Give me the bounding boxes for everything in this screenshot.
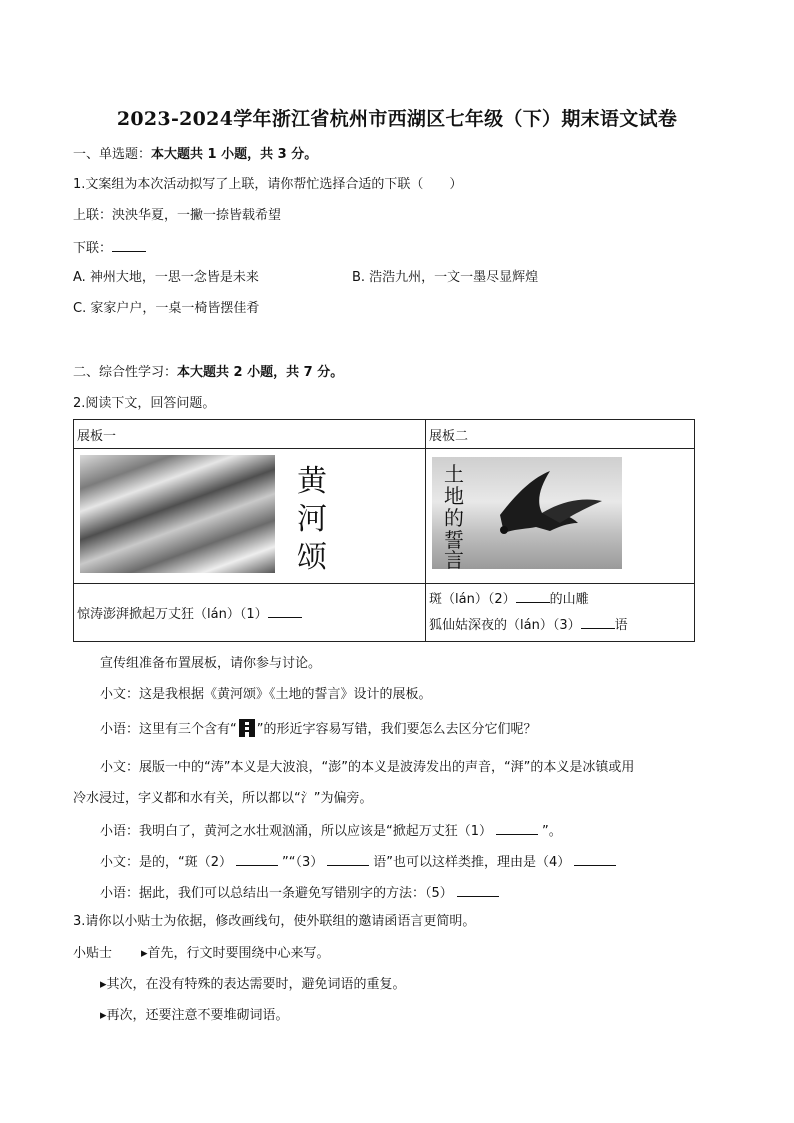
dialogue-line-3a: 小文：展版一中的“涛”本义是大波浪，“澎”的本义是波涛发出的声音，“湃”的本义是冰镇或用 <box>100 760 635 775</box>
dialogue-line-4 <box>100 821 562 841</box>
dialogue-line-6 <box>100 883 499 903</box>
answer-blank-4[interactable] <box>574 852 616 866</box>
q1-lower-label: 下联： <box>73 241 113 256</box>
dialogue-line-2-part-b: ”的形近字容易写错，我们要怎么去区分它们呢？ <box>256 722 537 737</box>
q3-stem: 3.请你以小贴士为依据，修改画线句，使外联组的邀请函语言更简明。 <box>73 914 476 929</box>
board1-calligraphy-image <box>277 457 347 573</box>
section1-heading-plain: 一、单选题： <box>73 147 152 162</box>
yellow-river-waves-image <box>80 455 275 573</box>
answer-blank-1[interactable] <box>496 821 538 835</box>
board2-calligraphy-image <box>434 457 474 569</box>
answer-blank-2[interactable] <box>236 852 278 866</box>
board1-caption-cell <box>74 584 426 642</box>
q1-lower-couplet <box>73 238 146 258</box>
exam-title: 2023-2024学年浙江省杭州市西湖区七年级（下）期末语文试卷 <box>116 108 678 130</box>
board2-calligraphy-char-4: 誓 <box>444 528 464 552</box>
q1-stem: 1.文案组为本次活动拟写了上联，请你帮忙选择合适的下联（ ） <box>73 177 463 192</box>
board2-caption-line-2 <box>429 613 691 639</box>
blank-1[interactable] <box>268 604 302 618</box>
dialogue-line-5-part-c: 语”也可以这样类推，理由是（4） <box>373 855 571 870</box>
board2-calligraphy-char-1: 土 <box>444 462 464 486</box>
board2-calligraphy-char-2: 地 <box>444 484 464 508</box>
tip-3: ▸再次，还要注意不要堆砌词语。 <box>100 1008 289 1023</box>
eagle-photo-image <box>432 457 622 569</box>
dialogue-line-5 <box>100 852 616 872</box>
dialogue-line-5-part-a: 小文：是的，“斑（2） <box>100 855 233 870</box>
dialogue-line-2-part-a: 小语：这里有三个含有“ <box>100 722 237 737</box>
answer-blank-3[interactable] <box>327 852 369 866</box>
blank-2[interactable] <box>516 589 550 603</box>
dialogue-line-4-part-b: ”。 <box>542 824 562 839</box>
board2-caption-1-part-a: 斑（lán）（2） <box>429 591 516 607</box>
q1-option-c[interactable]: C. 家家户户，一桌一椅皆摆佳肴 <box>73 301 260 316</box>
tip-2: ▸其次，在没有特殊的表达需要时，避免词语的重复。 <box>100 977 406 992</box>
dialogue-line-1: 小文：这是我根据《黄河颂》《土地的誓言》设计的展板。 <box>100 687 432 702</box>
board2-caption-line-1 <box>429 587 691 613</box>
section2-heading <box>73 364 343 382</box>
q1-option-b[interactable]: B. 浩浩九州，一文一墨尽显辉煌 <box>352 270 539 285</box>
board2-caption-cell <box>426 584 695 642</box>
lan-radical-glyph-icon <box>237 718 257 738</box>
board2-caption-1-part-b: 的山雕 <box>549 591 589 607</box>
dialogue-line-3b: 冷水浸过，字义都和水有关，所以都以“氵”为偏旁。 <box>73 791 373 806</box>
section2-heading-plain: 二、综合性学习： <box>73 365 178 380</box>
dialogue-line-4-part-a: 小语：我明白了，黄河之水壮观汹涌，所以应该是“掀起万丈狂（1） <box>100 824 493 839</box>
section2-heading-bold: 本大题共 2 小题，共 7 分。 <box>177 365 344 380</box>
board1-calligraphy-char-2: 河 <box>297 502 327 537</box>
board2-image-cell <box>426 449 695 584</box>
q1-upper-couplet: 上联：泱泱华夏，一撇一捺皆载希望 <box>73 208 282 223</box>
board2-caption-2-part-a: 狐仙姑深夜的（lán）（3） <box>429 617 581 633</box>
dialogue-line-6-text: 小语：据此，我们可以总结出一条避免写错别字的方法：（5） <box>100 886 453 901</box>
board2-title: 展板二 <box>426 420 695 449</box>
board2-calligraphy-char-5: 言 <box>444 548 464 569</box>
section1-heading-bold: 本大题共 1 小题，共 3 分。 <box>151 147 318 162</box>
exhibition-board-table <box>73 419 695 642</box>
q1-lower-blank[interactable] <box>112 238 146 252</box>
tips-label: 小贴士 <box>73 946 113 961</box>
q2-stem: 2.阅读下文，回答问题。 <box>73 396 216 411</box>
blank-3[interactable] <box>581 615 615 629</box>
tip-1: ▸首先，行文时要围绕中心来写。 <box>141 946 330 961</box>
section1-heading <box>73 146 317 164</box>
dialogue-line-2 <box>100 718 537 739</box>
q1-option-a[interactable]: A. 神州大地，一思一念皆是未来 <box>73 270 259 285</box>
board1-calligraphy-char-1: 黄 <box>297 464 327 499</box>
dialogue-line-5-part-b: ”“（3） <box>282 855 324 870</box>
board1-image-cell <box>74 449 426 584</box>
answer-blank-5[interactable] <box>457 883 499 897</box>
board2-caption-2-part-b: 语 <box>614 617 628 633</box>
board2-calligraphy-char-3: 的 <box>444 506 464 530</box>
board1-caption: 惊涛澎湃掀起万丈狂（lán）（1） <box>77 607 268 622</box>
board1-calligraphy-char-3: 颂 <box>297 540 327 573</box>
q2-intro: 宣传组准备布置展板，请你参与讨论。 <box>100 656 322 671</box>
board1-title: 展板一 <box>74 420 426 449</box>
